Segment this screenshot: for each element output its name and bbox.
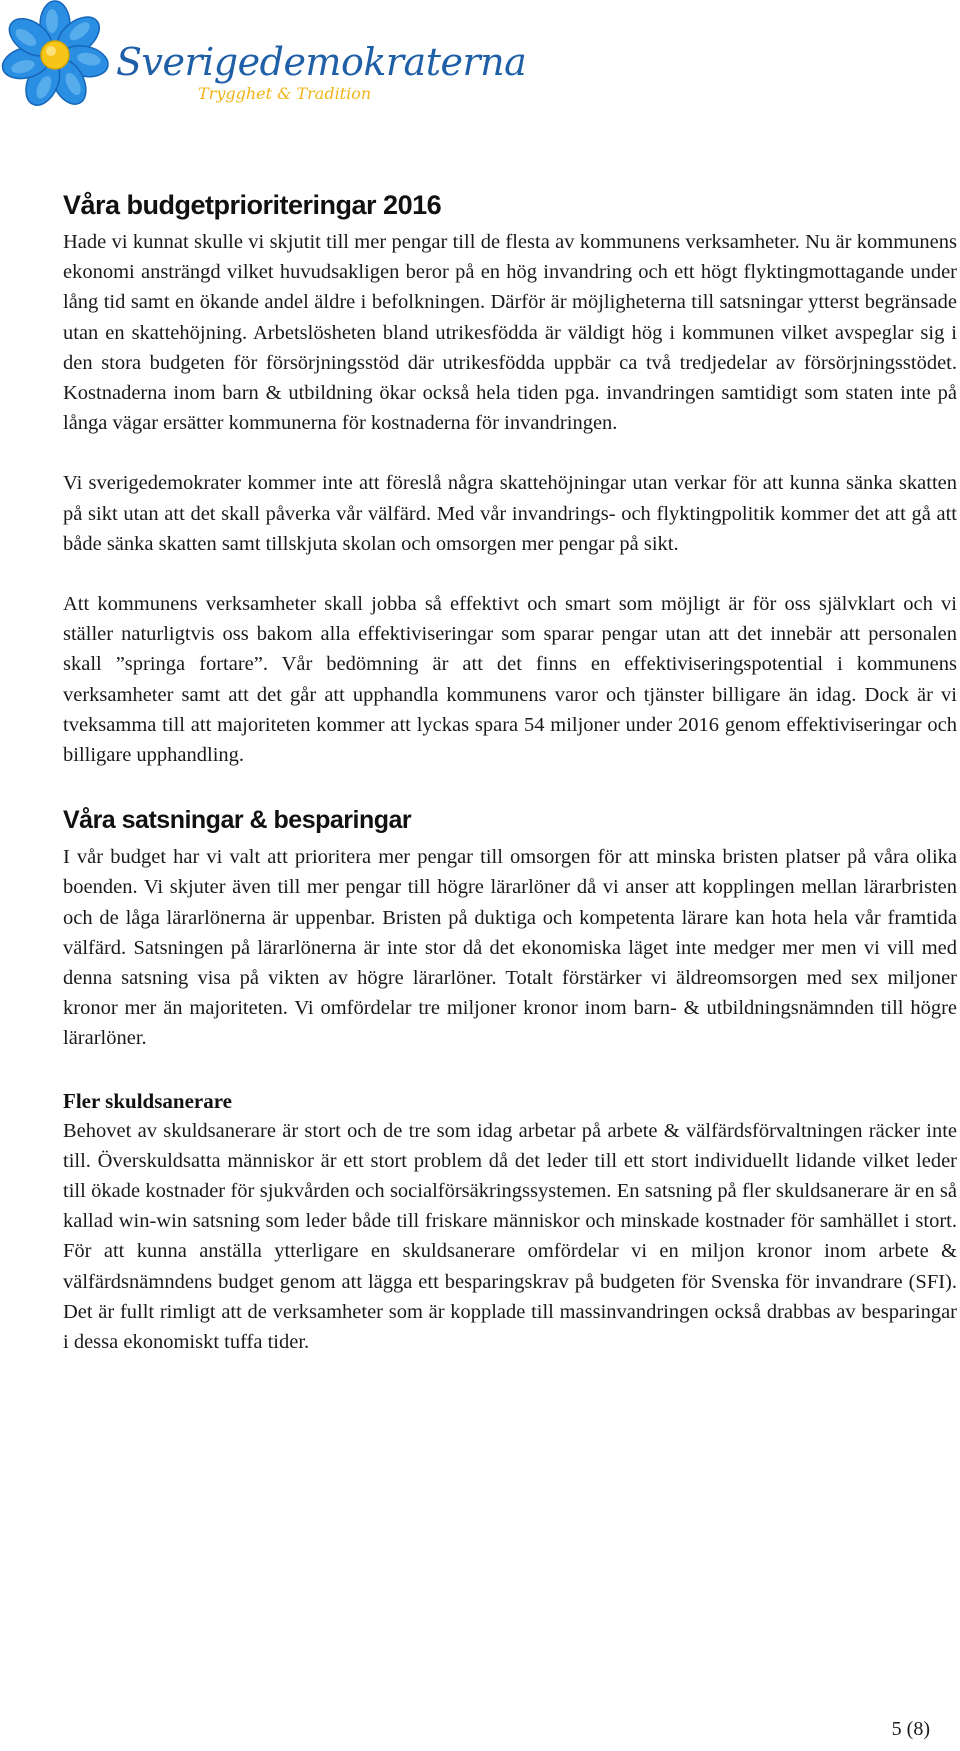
logo-wordmark: Sverigedemokraterna [116, 40, 527, 84]
paragraph: Hade vi kunnat skulle vi skjutit till mer pengar till de flesta av kommunens verksamheter. Nu är kommunens ekonomi ansträngd vilket huvudsakligen beror på en hög invandring och ett högt flyktingmottagande under lång tid samt en ökande andel äldre i befolkningen. Därför är möjligheterna till satsningar ytterst begränsade utan en skattehöjning. Arbetslösheten bland utrikesfödda är väldigt hög i kommunen vilket avspeglar sig i den stora budgeten för försörjningsstöd där utrikesfödda uppbär ca två tredjedelar av försörjningsstödet. Kostnaderna inom barn & utbildning ökar också hela tiden pga. invandringen samtidigt som staten inte på långa vägar ersätter kommunerna för kostnaderna för invandringen. [63, 231, 957, 435]
party-logo [0, 0, 527, 120]
section-heading: Våra satsningar & besparingar [63, 806, 412, 835]
paragraph: Vi sverigedemokrater kommer inte att föreslå några skattehöjningar utan verkar för att kunna sänka skatten på sikt utan att det skall påverka vår välfärd. Med vår invandrings- och flyktingpolitik kommer det att gå att både sänka skatten samt tillskjuta skolan och omsorgen mer pengar på sikt. [63, 472, 957, 555]
subsection-heading: Fler skuldsanerare [63, 1088, 232, 1113]
paragraph: I vår budget har vi valt att prioritera mer pengar till omsorgen för att minska bristen platser på våra olika boenden. Vi skjuter även till mer pengar till högre lärarlöner då vi anser att kopplingen mellan lärarbristen och de låga lärarlönerna är uppenbar. Bristen på duktiga och kompetenta lärare kan hota hela vår framtida välfärd. Satsningen på lärarlönerna är inte stor då det ekonomiska läget inte medger mer men vi vill med denna satsning visa på vikten av högre lärarlöner. Totalt förstärker vi äldreomsorgen med sex miljoner kronor mer än majoriteten. Vi omfördelar tre miljoner kronor inom barn- & utbildningsnämnden till högre lärarlöner. [63, 846, 957, 1050]
paragraph: Behovet av skuldsanerare är stort och de tre som idag arbetar på arbete & välfärdsförvaltningen räcker inte till. Överskuldsatta människor är ett stort problem då det leder till ett stort individuellt lidande vilket leder till ökade kostnader för sjukvården och socialförsäkringssystemen. En satsning på fler skuldsanerare är en så kallad win-win satsning som leder både till friskare människor och minskade kostnader för samhället i stort. För att kunna anställa ytterligare en skuldsanerare omfördelar vi en miljon kronor inom arbete & välfärdsnämndens budget genom att lägga ett besparingskrav på budgeten för Svenska för invandrare (SFI). Det är fullt rimligt att de verksamheter som är kopplade till massinvandringen också drabbas av besparingar i dessa ekonomiskt tuffa tider. [63, 1119, 957, 1354]
flower-icon [0, 0, 120, 120]
document-body [63, 188, 957, 1357]
section-heading: Våra budgetprioriteringar 2016 [63, 190, 442, 220]
page-number: 5 (8) [891, 1718, 930, 1740]
paragraph: Att kommunens verksamheter skall jobba så effektivt och smart som möjligt är för oss självklart och vi ställer naturligtvis oss bakom alla effektiviseringar som sparar pengar utan att det innebär att personalen skall ”springa fortare”. Vår bedömning är att det finns en effektiviseringspotential i kommunens verksamheter samt att det går att upphandla kommunens varor och tjänster billigare än idag. Dock är vi tveksamma till att majoriteten kommer att lyckas spara 54 miljoner under 2016 genom effektiviseringar och billigare upphandling. [63, 593, 957, 767]
logo-tagline: Trygghet & Tradition [198, 84, 372, 103]
